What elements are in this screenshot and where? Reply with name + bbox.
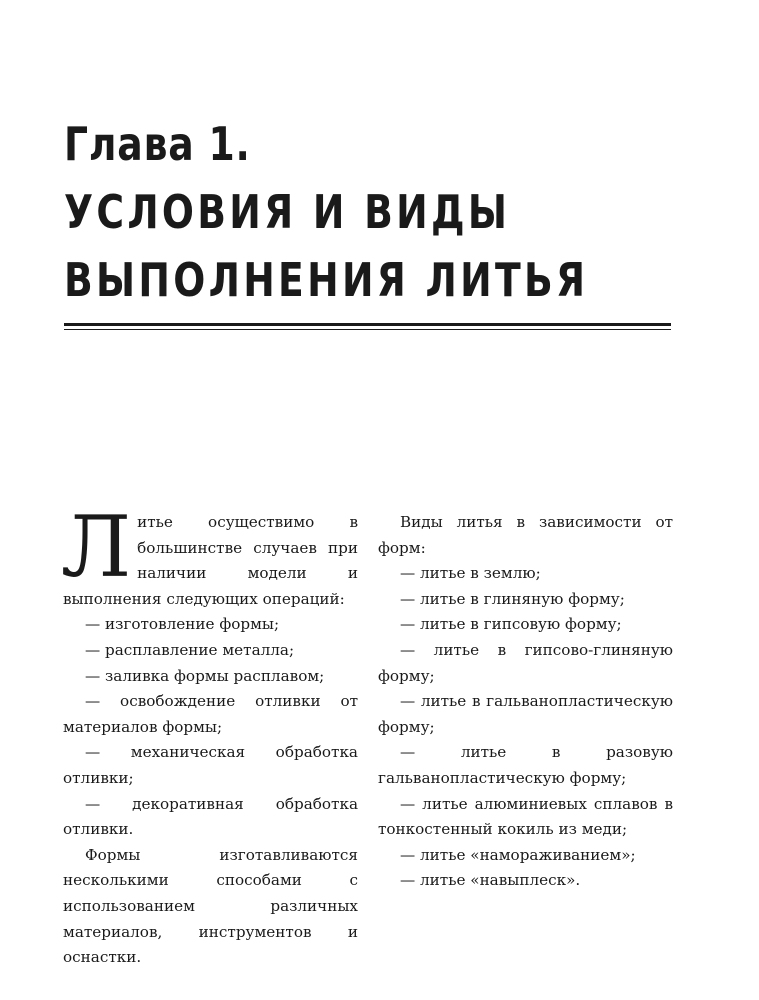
right-column [378,510,673,894]
list-item: — освобождение отливки от материалов формы; [63,692,358,736]
list-item: — литье в глиняную форму; [400,589,625,608]
list-item: — изготовление формы; [85,615,280,634]
intro-paragraph [61,498,358,612]
chapter-title-line-1: УСЛОВИЯ И ВИДЫ [64,185,511,239]
list-item: — механическая обработка отливки; [63,743,358,787]
left-column [61,498,358,971]
list-item: — расплавление металла; [85,640,295,659]
intro-text: итье осуществимо в большинстве случаев при наличии модели и выполнения следующих операций: [63,513,358,608]
list-item: — литье в гипсовую форму; [400,615,622,634]
title-divider-thick [64,323,671,326]
list-item: — литье в разовую гальванопластическую форму; [378,743,673,787]
closing-paragraph: Формы изготавливаются несколькими способами с использованием различных материалов, инструментов и оснастки. [63,845,358,967]
chapter-title [64,110,703,314]
list-item: — литье в гальванопластическую форму; [378,692,673,736]
list-item: — декоративная обработка отливки. [63,794,358,839]
list-item: — заливка формы расплавом; [85,666,325,685]
right-intro-paragraph: Виды литья в зависимости от форм: [378,513,673,557]
list-item: — литье «намораживанием»; [400,845,636,864]
title-divider-thin [64,329,671,330]
chapter-number: Глава 1. [64,117,251,171]
list-item: — литье «навыплеск». [400,871,581,890]
list-item: — литье алюминиевых сплавов в тонкостенный кокиль из меди; [378,794,673,839]
chapter-title-line-2: ВЫПОЛНЕНИЯ ЛИТЬЯ [64,253,589,307]
drop-cap: Л [61,498,132,596]
list-item: — литье в землю; [400,564,541,583]
list-item: — литье в гипсово-глиняную форму; [378,640,673,685]
